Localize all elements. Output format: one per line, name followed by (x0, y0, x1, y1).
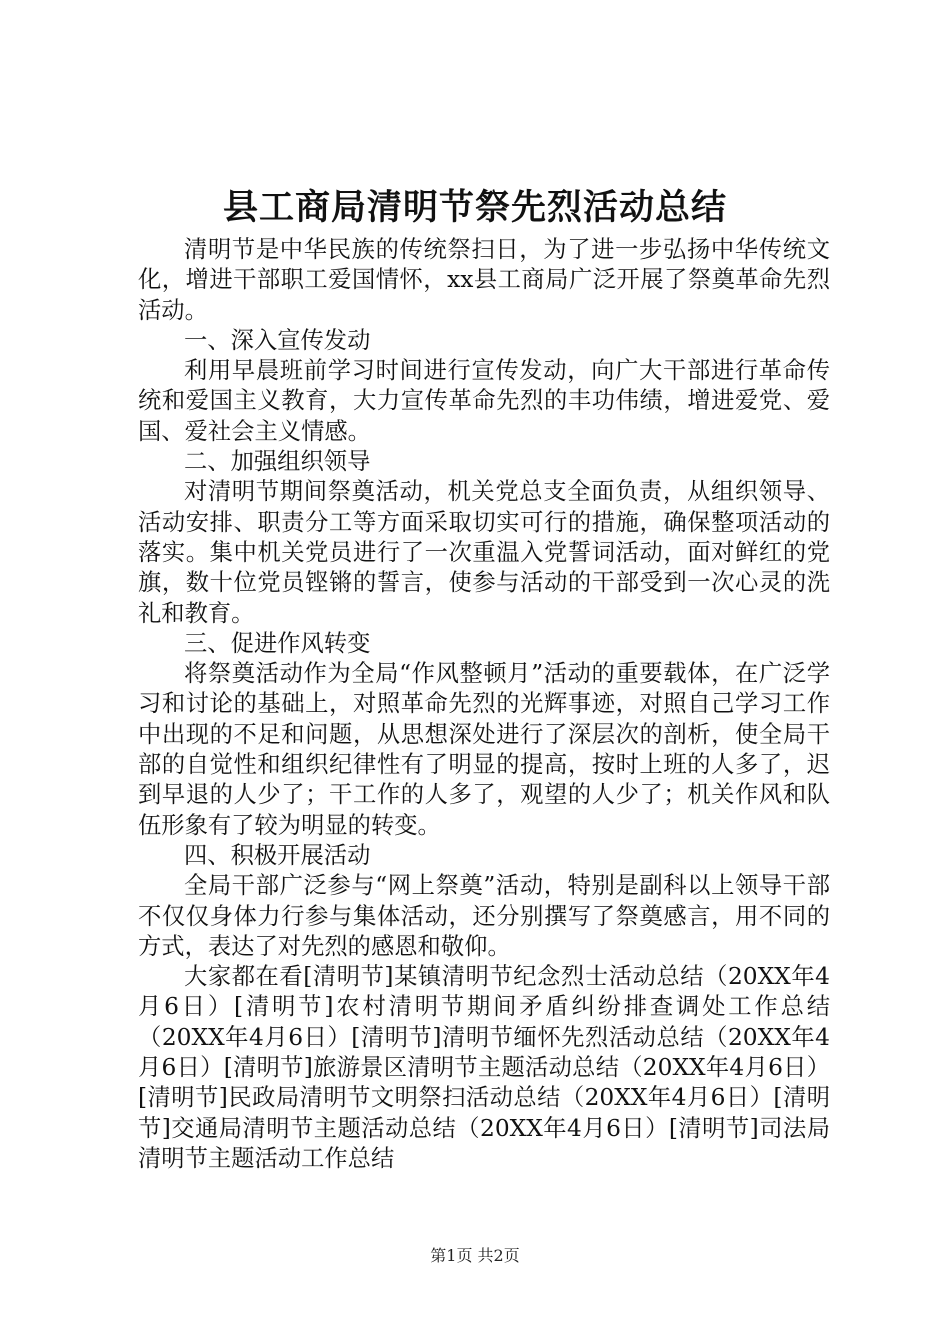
document-title: 县工商局清明节祭先烈活动总结 (222, 187, 727, 228)
document-body (138, 235, 830, 1174)
section-heading-1: 一、深入宣传发动 (184, 326, 371, 354)
related-articles-paragraph: 大家都在看[清明节]某镇清明节纪念烈士活动总结（20XX年4月6日）[清明节]农村清明节期间矛盾纠纷排查调处工作总结（20XX年4月6日）[清明节]清明节缅怀先烈活动总结（20XX年4月6日）[清明节]旅游景区清明节主题活动总结（20XX年4月6日）[清明节]民政局清明节文明祭扫活动总结（20XX年4月6日）[清明节]交通局清明节主题活动总结（20XX年4月6日）[清明节]司法局清明节主题活动工作总结 (138, 963, 830, 1172)
page-number-footer: 第1页 共2页 (430, 1246, 520, 1265)
section-heading-4: 四、积极开展活动 (184, 841, 371, 869)
section-paragraph-4: 全局干部广泛参与“网上祭奠”活动，特别是副科以上领导干部不仅仅身体力行参与集体活动，还分别撰写了祭奠感言，用不同的方式，表达了对先烈的感恩和敬仰。 (138, 872, 830, 960)
section-paragraph-2: 对清明节期间祭奠活动，机关党总支全面负责，从组织领导、活动安排、职责分工等方面采取切实可行的措施，确保整项活动的落实。集中机关党员进行了一次重温入党誓词活动，面对鲜红的党旗，数十位党员铿锵的誓言，使参与活动的干部受到一次心灵的洗礼和教育。 (138, 478, 830, 627)
intro-paragraph: 清明节是中华民族的传统祭扫日，为了进一步弘扬中华传统文化，增进干部职工爱国情怀，xx县工商局广泛开展了祭奠革命先烈活动。 (138, 236, 830, 324)
section-paragraph-1: 利用早晨班前学习时间进行宣传发动，向广大干部进行革命传统和爱国主义教育，大力宣传革命先烈的丰功伟绩，增进爱党、爱国、爱社会主义情感。 (138, 357, 830, 445)
section-heading-2: 二、加强组织领导 (184, 448, 371, 476)
section-heading-3: 三、促进作风转变 (184, 629, 371, 657)
section-paragraph-3: 将祭奠活动作为全局“作风整顿月”活动的重要载体，在广泛学习和讨论的基础上，对照革命先烈的光辉事迹，对照自己学习工作中出现的不足和问题，从思想深处进行了深层次的剖析，使全局干部的自觉性和组织纪律性有了明显的提高，按时上班的人多了，迟到早退的人少了；干工作的人多了，观望的人少了；机关作风和队伍形象有了较为明显的转变。 (138, 660, 830, 839)
